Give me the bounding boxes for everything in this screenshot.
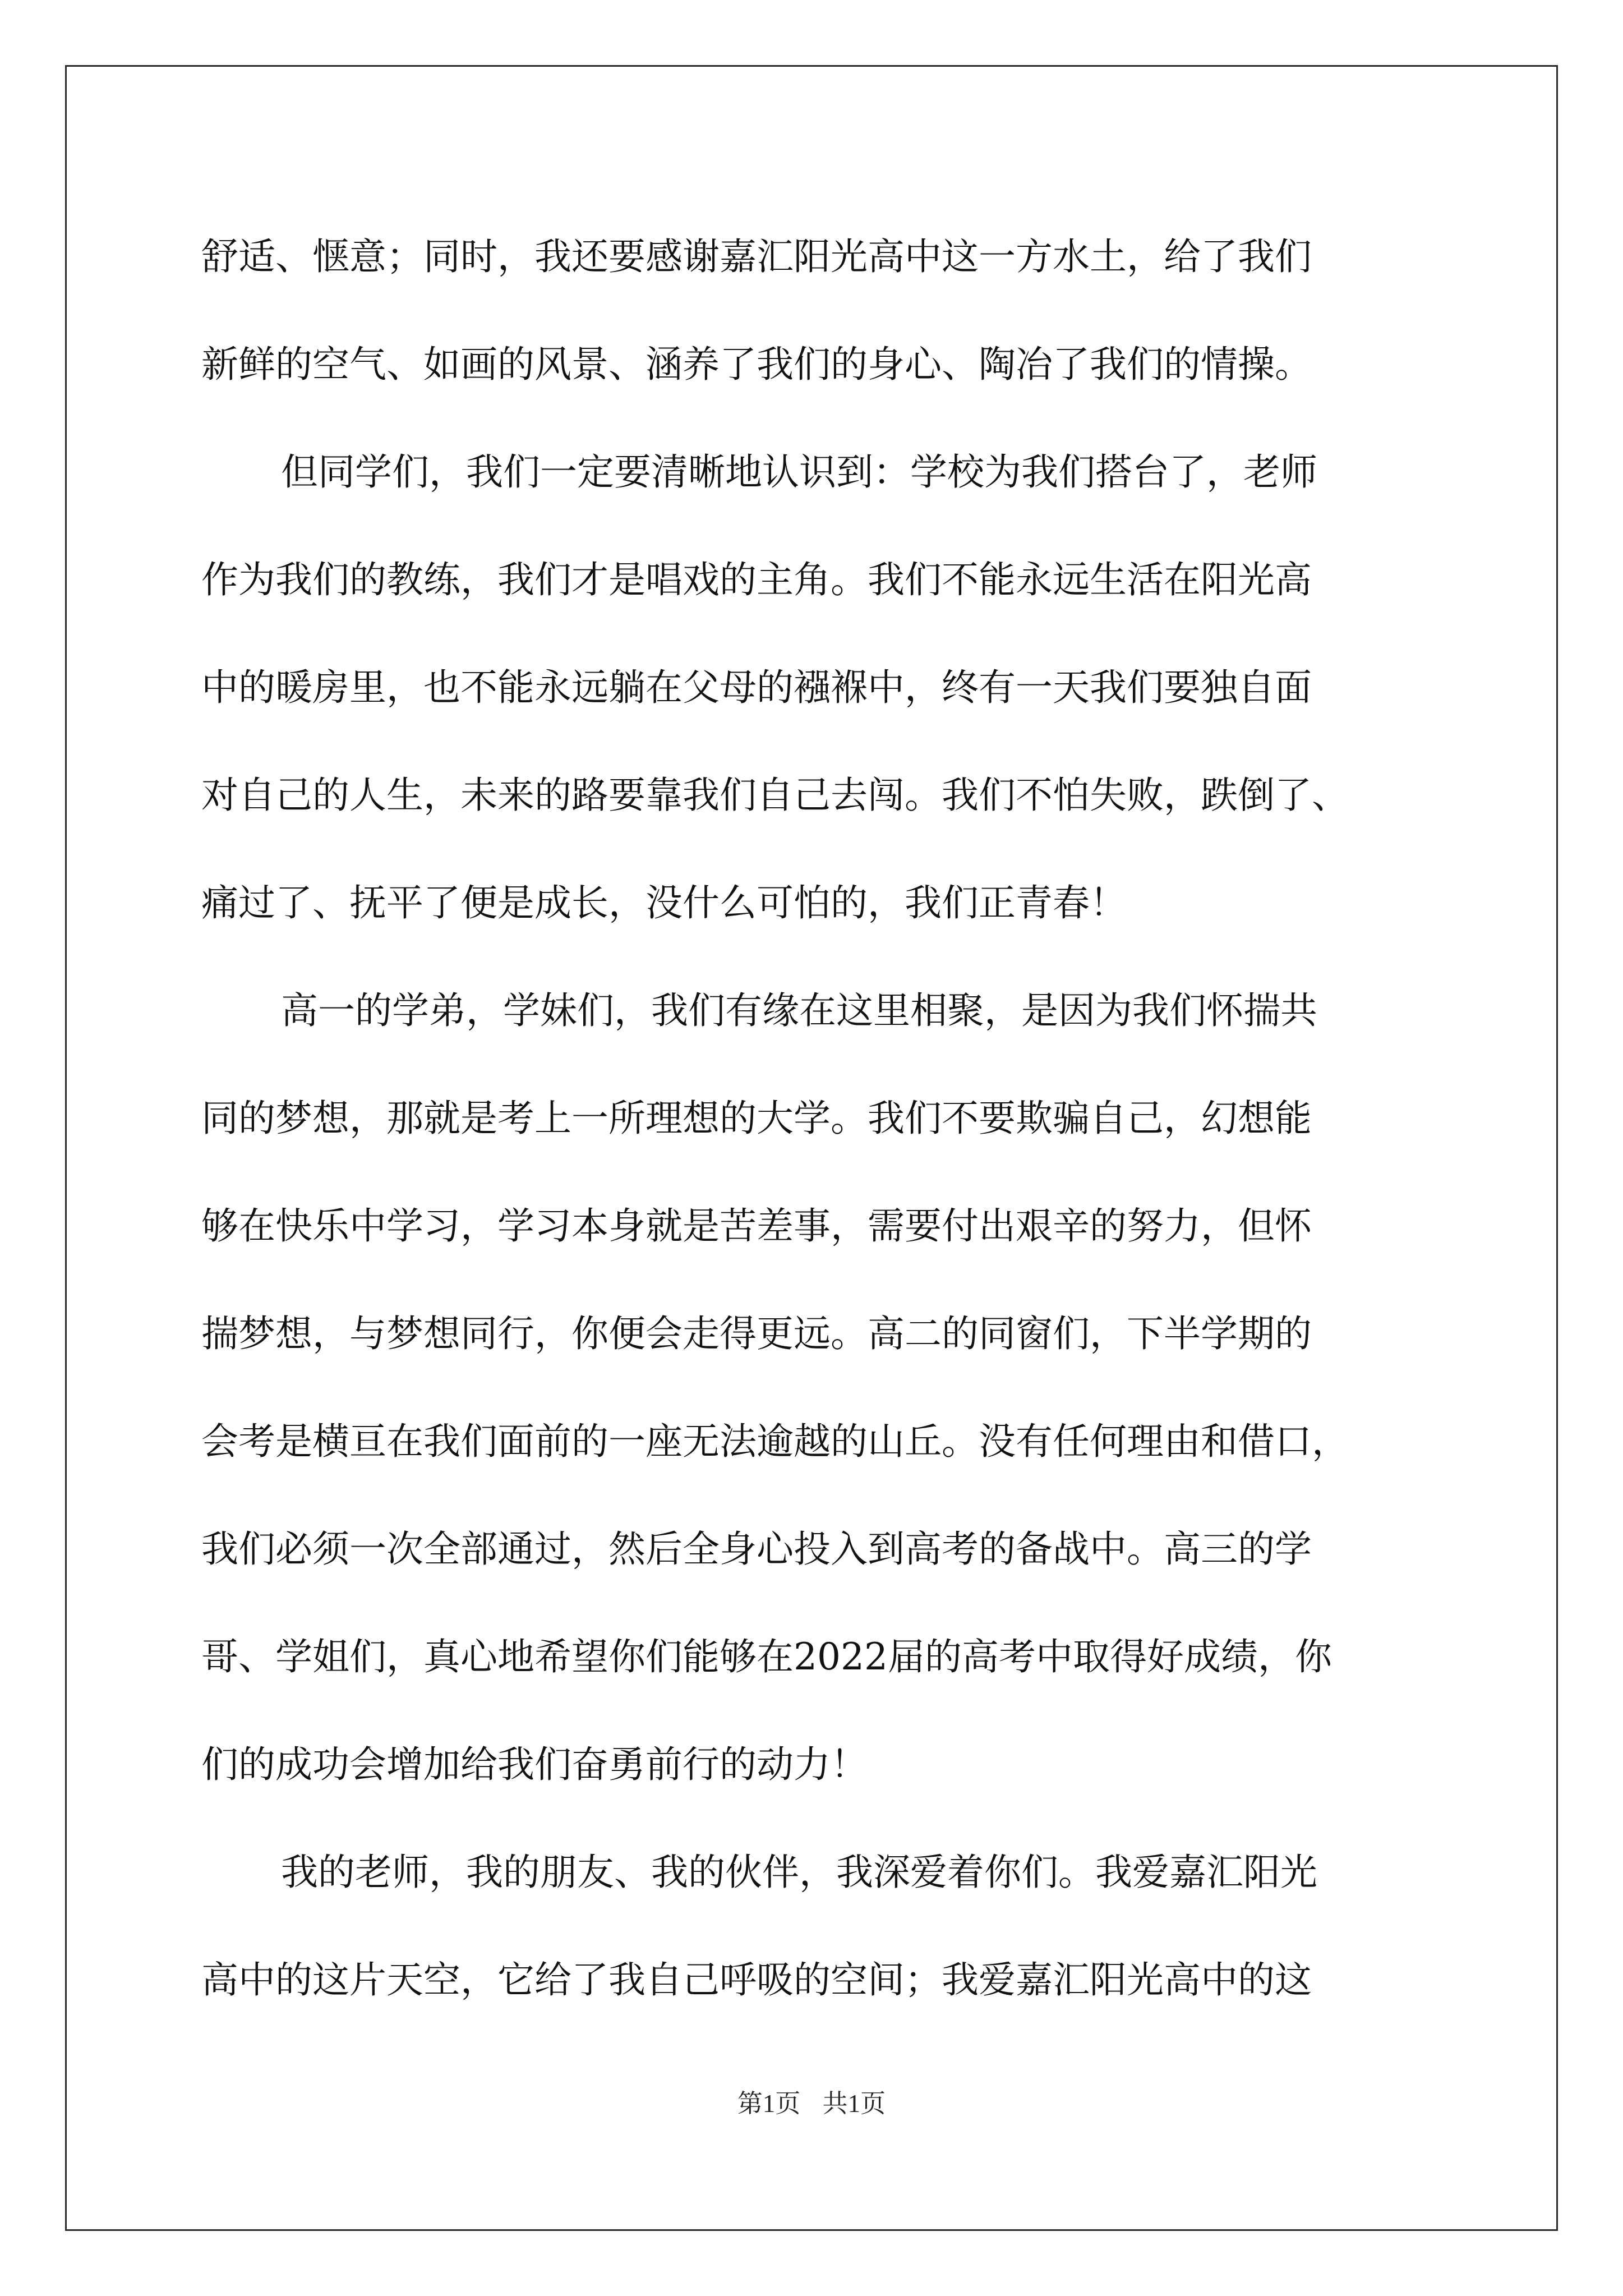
text-line: 高中的这片天空，它给了我自己呼吸的空间；我爱嘉汇阳光高中的这	[201, 1958, 1312, 2001]
text-line: 们的成功会增加给我们奋勇前行的动力！	[201, 1743, 868, 1786]
text-line: 痛过了、抚平了便是成长，没什么可怕的，我们正青春！	[201, 881, 1127, 924]
paragraph-start-line: 高一的学弟，学妹们，我们有缘在这里相聚，是因为我们怀揣共	[281, 989, 1317, 1032]
page-total: 共1页	[822, 2090, 886, 2118]
paragraph-start-line: 我的老师，我的朋友、我的伙伴，我深爱着你们。我爱嘉汇阳光	[281, 1851, 1317, 1894]
page-footer	[0, 2087, 1623, 2120]
text-line: 作为我们的教练，我们才是唱戏的主角。我们不能永远生活在阳光高	[201, 558, 1312, 601]
text-line: 揣梦想，与梦想同行，你便会走得更远。高二的同窗们，下半学期的	[201, 1312, 1312, 1355]
text-line: 我们必须一次全部通过，然后全身心投入到高考的备战中。高三的学	[201, 1527, 1312, 1571]
text-line: 同的梦想，那就是考上一所理想的大学。我们不要欺骗自己，幻想能	[201, 1097, 1312, 1140]
paragraph-start-line: 但同学们，我们一定要清晰地认识到：学校为我们搭台了，老师	[281, 450, 1317, 494]
text-line: 舒适、惬意；同时，我还要感谢嘉汇阳光高中这一方水土，给了我们	[201, 235, 1312, 278]
text-line: 会考是横亘在我们面前的一座无法逾越的山丘。没有任何理由和借口，	[201, 1420, 1349, 1463]
text-line: 对自己的人生，未来的路要靠我们自己去闯。我们不怕失败，跌倒了、	[201, 774, 1349, 817]
text-line: 哥、学姐们，真心地希望你们能够在2022届的高考中取得好成绩，你	[201, 1635, 1332, 1678]
text-line: 新鲜的空气、如画的风景、涵养了我们的身心、陶冶了我们的情操。	[201, 343, 1312, 386]
page-number: 第1页	[737, 2090, 801, 2118]
text-line: 够在快乐中学习，学习本身就是苦差事，需要付出艰辛的努力，但怀	[201, 1204, 1312, 1248]
text-line: 中的暖房里，也不能永远躺在父母的襁褓中，终有一天我们要独自面	[201, 666, 1312, 709]
